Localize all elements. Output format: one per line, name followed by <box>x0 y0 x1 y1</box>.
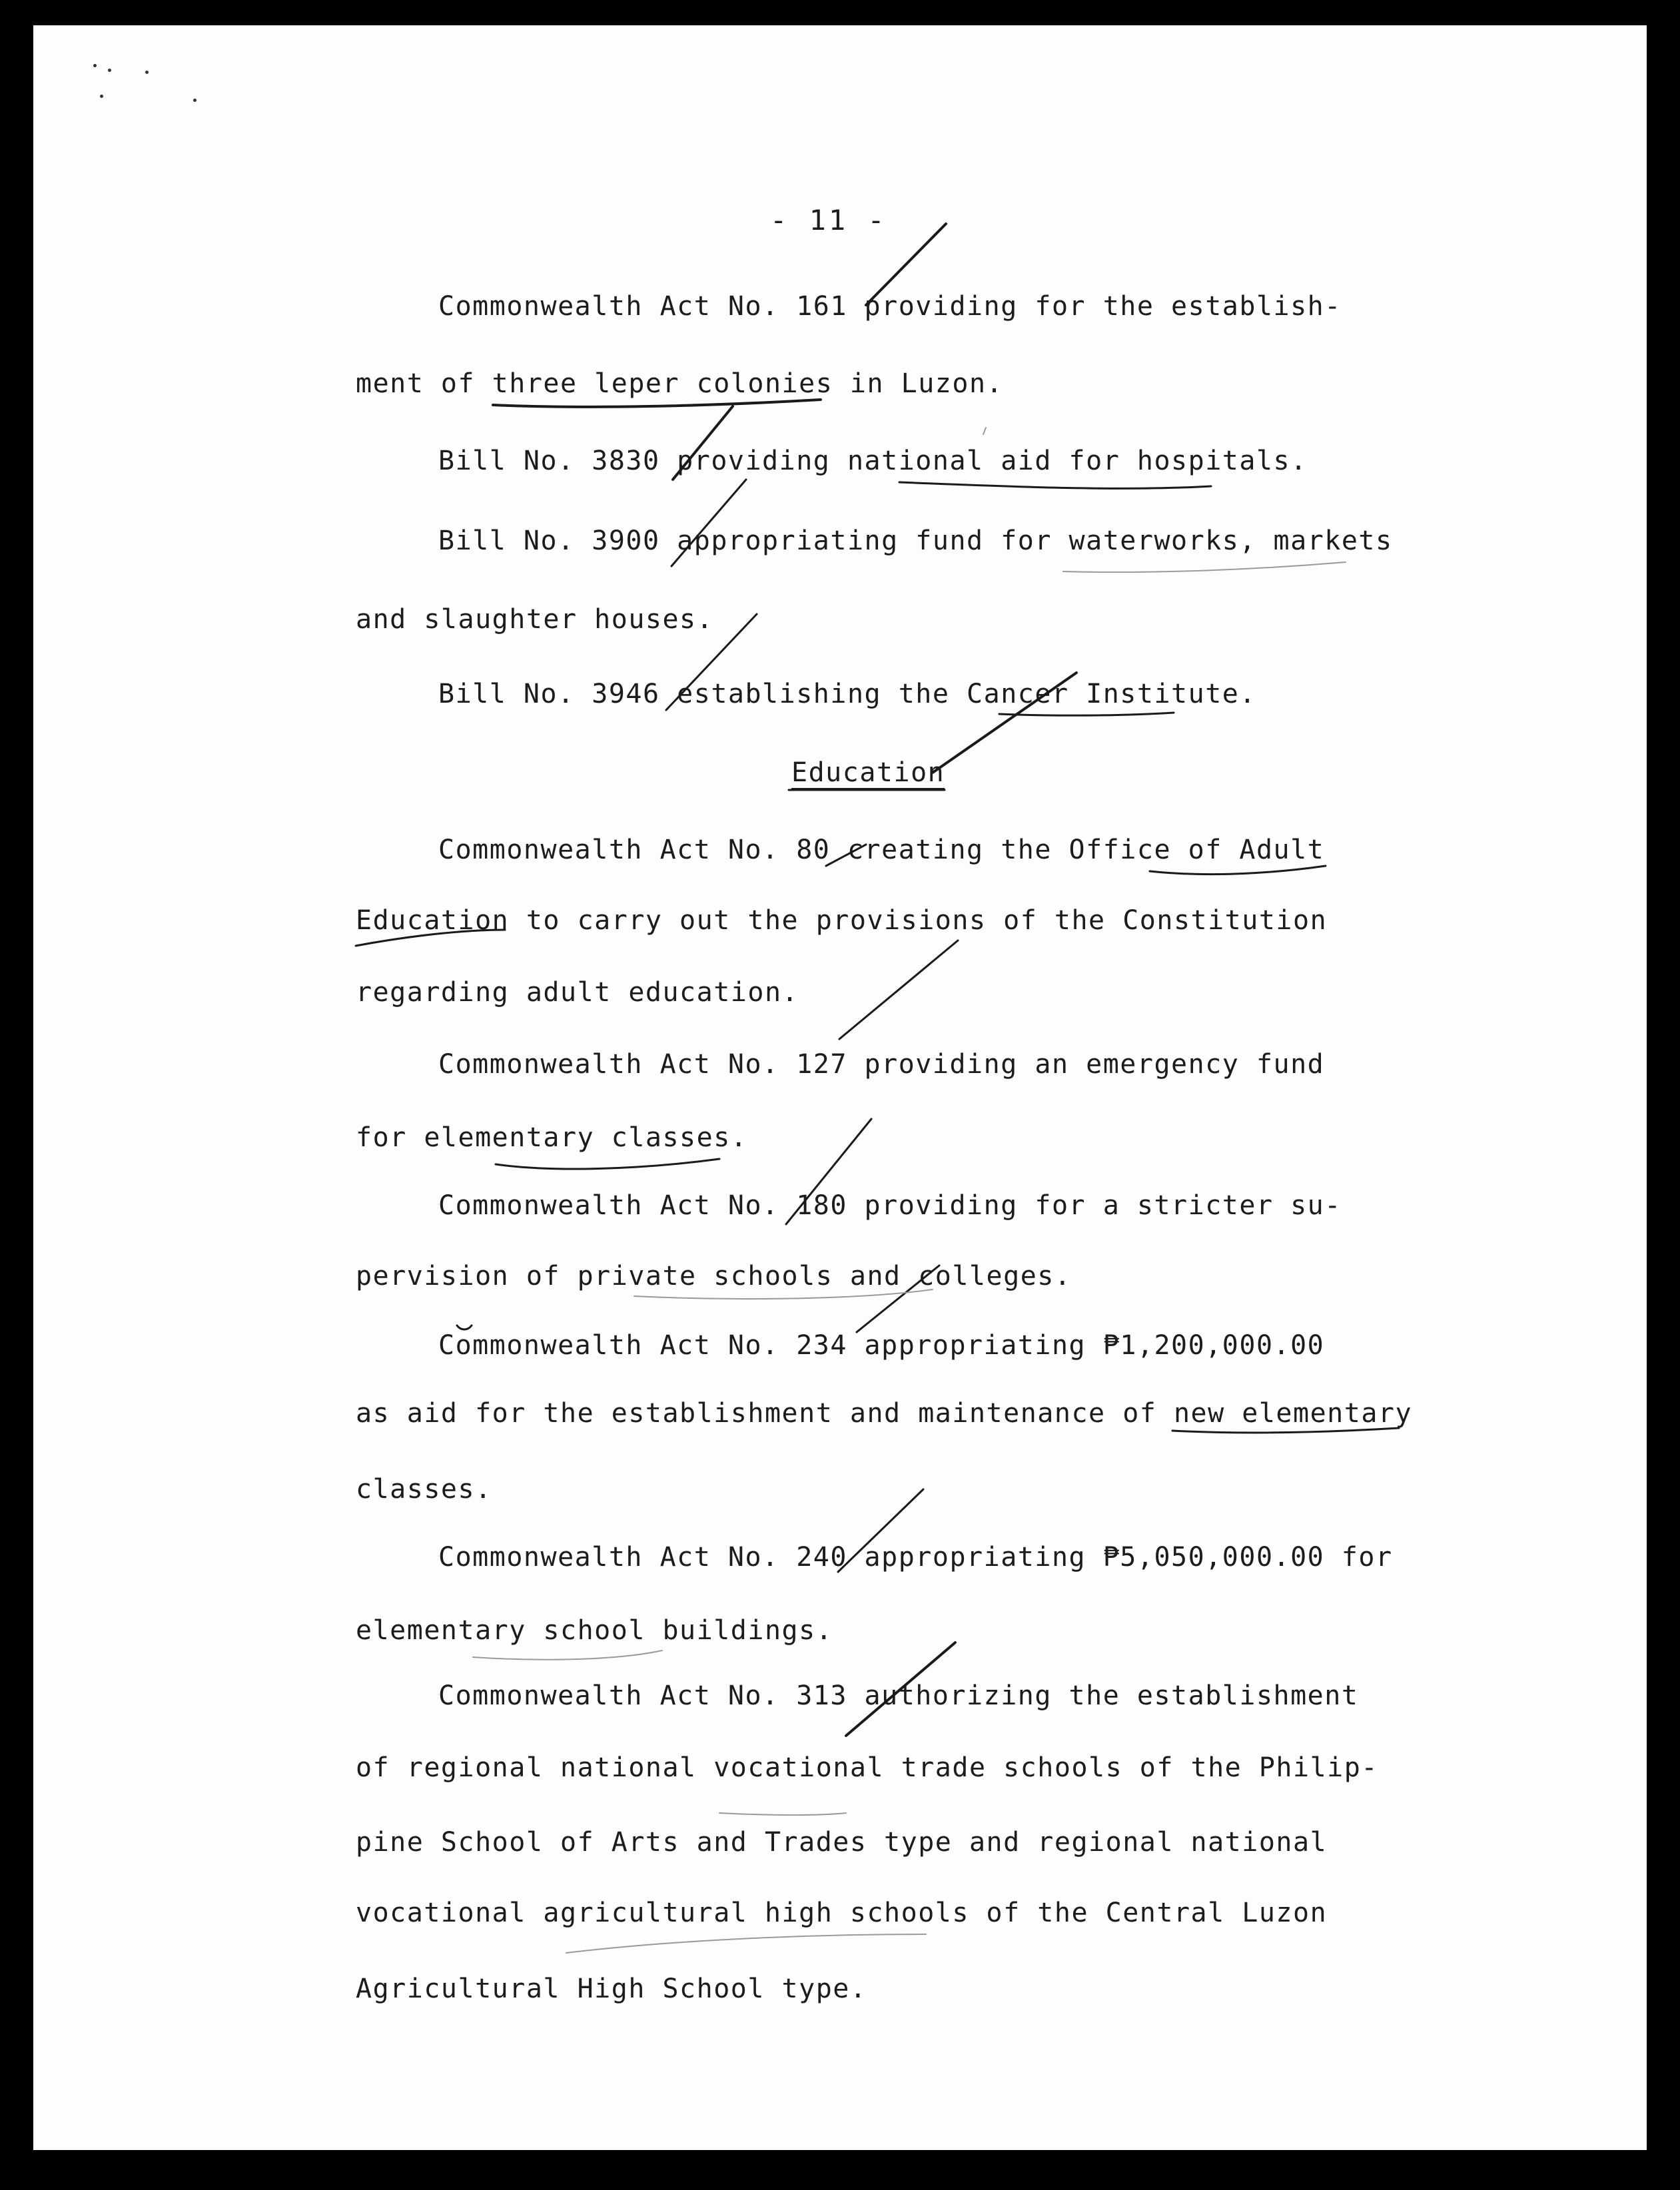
text-line-6: Bill No. 3946 establishing the Cancer Institute. <box>438 679 1256 709</box>
text-line-8: Education to carry out the provisions of the Constitution <box>356 905 1328 936</box>
text-line-17: Commonwealth Act No. 240 appropriating ₱5,050,000.00 for <box>438 1542 1393 1573</box>
section-heading-education: Education <box>791 757 945 788</box>
text-line-9: regarding adult education. <box>356 977 799 1008</box>
page-number: - 11 - <box>770 204 887 236</box>
text-line-5: and slaughter houses. <box>356 604 714 635</box>
text-line-23: Agricultural High School type. <box>356 1974 867 2004</box>
text-line-10: Commonwealth Act No. 127 providing an emergency fund <box>438 1049 1325 1080</box>
text-line-22: vocational agricultural high schools of the Central Luzon <box>356 1898 1328 1928</box>
text-line-4: Bill No. 3900 appropriating fund for waterworks, markets <box>438 526 1393 556</box>
dust-speck <box>145 71 149 74</box>
text-line-16: classes. <box>356 1474 492 1505</box>
dust-speck <box>193 99 197 102</box>
text-line-3: Bill No. 3830 providing national aid for hospitals. <box>438 446 1308 476</box>
text-line-13: pervision of private schools and colleges. <box>356 1261 1072 1291</box>
text-line-12: Commonwealth Act No. 180 providing for a stricter su- <box>438 1190 1342 1221</box>
text-line-7: Commonwealth Act No. 80 creating the Office of Adult <box>438 835 1325 865</box>
dust-speck <box>93 64 97 67</box>
text-line-21: pine School of Arts and Trades type and regional national <box>356 1827 1328 1858</box>
text-line-11: for elementary classes. <box>356 1122 748 1153</box>
dust-speck <box>100 95 103 98</box>
text-line-18: elementary school buildings. <box>356 1615 833 1646</box>
text-line-14: Commonwealth Act No. 234 appropriating ₱1,200,000.00 <box>438 1330 1325 1361</box>
text-line-19: Commonwealth Act No. 313 authorizing the establishment <box>438 1680 1359 1711</box>
text-line-15: as aid for the establishment and maintenance of new elementary <box>356 1398 1413 1429</box>
dust-speck <box>108 69 111 72</box>
text-line-1: Commonwealth Act No. 161 providing for the establish- <box>438 291 1342 322</box>
text-line-2: ment of three leper colonies in Luzon. <box>356 368 1004 399</box>
text-line-20: of regional national vocational trade schools of the Philip- <box>356 1752 1378 1783</box>
